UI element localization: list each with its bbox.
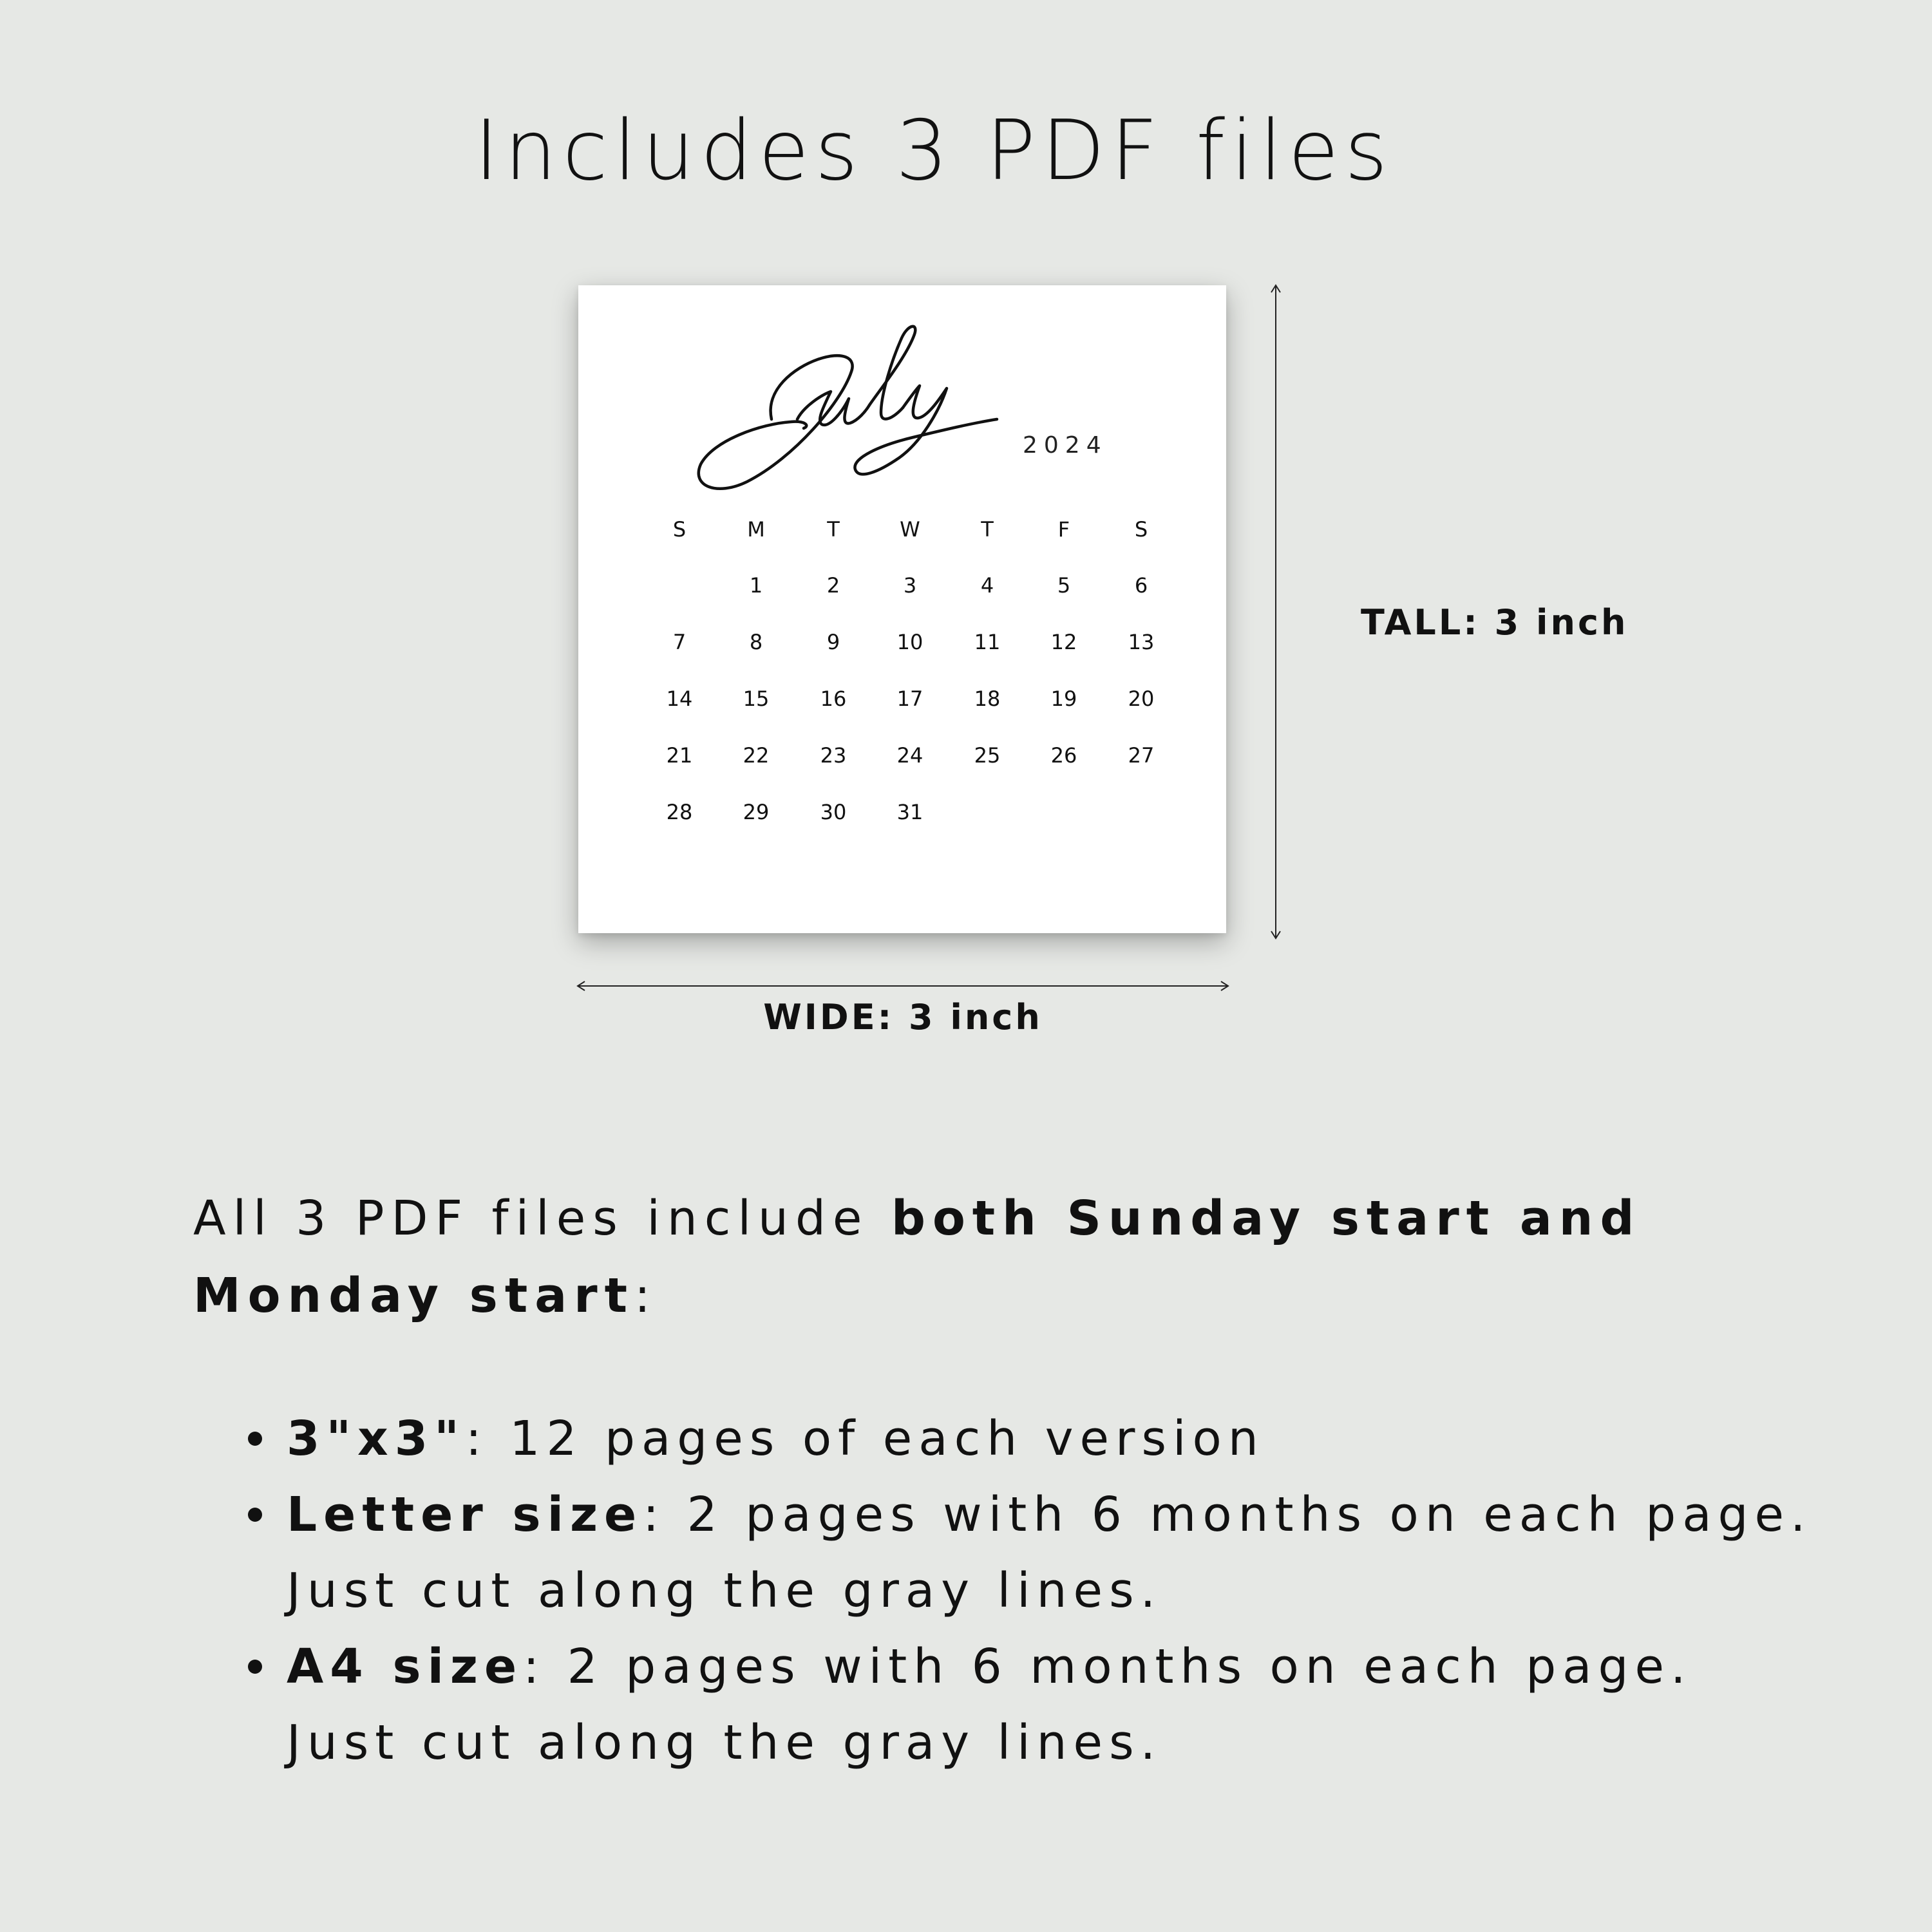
- calendar-year: 2024: [1023, 432, 1108, 459]
- weekday-tue: T: [827, 517, 840, 542]
- intro-suffix: :: [634, 1268, 658, 1323]
- day-cell: 20: [1128, 687, 1155, 711]
- tall-dimension-label: TALL: 3 inch: [1361, 602, 1629, 643]
- intro-paragraph: [193, 1180, 1771, 1334]
- weekday-fri: F: [1057, 517, 1070, 542]
- day-cell: 23: [820, 743, 847, 768]
- bullet-bold-label: A4 size: [287, 1639, 524, 1694]
- bullet-bold-label: 3"x3": [287, 1411, 466, 1466]
- weekday-sun: S: [672, 517, 687, 542]
- month-script-title: [578, 285, 1226, 504]
- height-dimension-arrow: [1269, 283, 1283, 940]
- day-cell: 15: [743, 687, 770, 711]
- day-cell: 8: [749, 630, 763, 654]
- weekday-wed: W: [900, 517, 920, 542]
- intro-text: All 3 PDF files include: [193, 1191, 891, 1246]
- headline: Includes 3 PDF files: [474, 103, 1394, 199]
- list-item: [248, 1477, 1826, 1629]
- day-cell: 18: [974, 687, 1001, 711]
- intro-bold-text: both Sunday start and Monday start: [193, 1191, 1642, 1323]
- day-cell: 6: [1134, 573, 1148, 598]
- bullet-text: : 12 pages of each version: [465, 1411, 1265, 1466]
- day-cell: 9: [826, 630, 840, 654]
- day-cell: 4: [980, 573, 994, 598]
- day-cell: 7: [672, 630, 687, 654]
- weekday-thu: T: [981, 517, 994, 542]
- day-cell: 28: [666, 800, 693, 824]
- day-cell: 14: [666, 687, 693, 711]
- bullet-text: : 2 pages with 6 months on each page. Just cut along the gray lines.: [287, 1639, 1692, 1770]
- bullet-bold-label: Letter size: [287, 1487, 643, 1542]
- wide-dimension-label: WIDE: 3 inch: [763, 997, 1043, 1037]
- day-cell: 13: [1128, 630, 1155, 654]
- day-cell: 5: [1057, 573, 1071, 598]
- day-cell: 19: [1050, 687, 1077, 711]
- day-cell: 12: [1050, 630, 1077, 654]
- day-cell: 3: [903, 573, 917, 598]
- day-cell: 25: [974, 743, 1001, 768]
- day-cell: 24: [896, 743, 923, 768]
- weekday-sat: S: [1134, 517, 1148, 542]
- bullet-icon: [248, 1508, 262, 1522]
- day-cell: 16: [820, 687, 847, 711]
- bullet-text: : 2 pages with 6 months on each page. Just cut along the gray lines.: [287, 1487, 1812, 1618]
- day-cell: 30: [820, 800, 847, 824]
- file-format-list: [248, 1401, 1826, 1781]
- day-cell: 31: [896, 800, 923, 824]
- bullet-icon: [248, 1432, 262, 1446]
- day-cell: 27: [1128, 743, 1155, 768]
- day-cell: 21: [666, 743, 693, 768]
- day-cell: 22: [743, 743, 770, 768]
- weekday-mon: M: [747, 517, 765, 542]
- bullet-icon: [248, 1660, 262, 1674]
- day-cell: 2: [826, 573, 840, 598]
- day-cell: 11: [974, 630, 1001, 654]
- day-cell: 17: [896, 687, 923, 711]
- list-item: [248, 1629, 1826, 1781]
- calendar-card: [578, 285, 1226, 933]
- day-cell: 1: [749, 573, 763, 598]
- width-dimension-arrow: [576, 979, 1230, 993]
- day-cell: 29: [743, 800, 770, 824]
- day-cell: 26: [1050, 743, 1077, 768]
- list-item: [248, 1401, 1826, 1477]
- day-cell: 10: [896, 630, 923, 654]
